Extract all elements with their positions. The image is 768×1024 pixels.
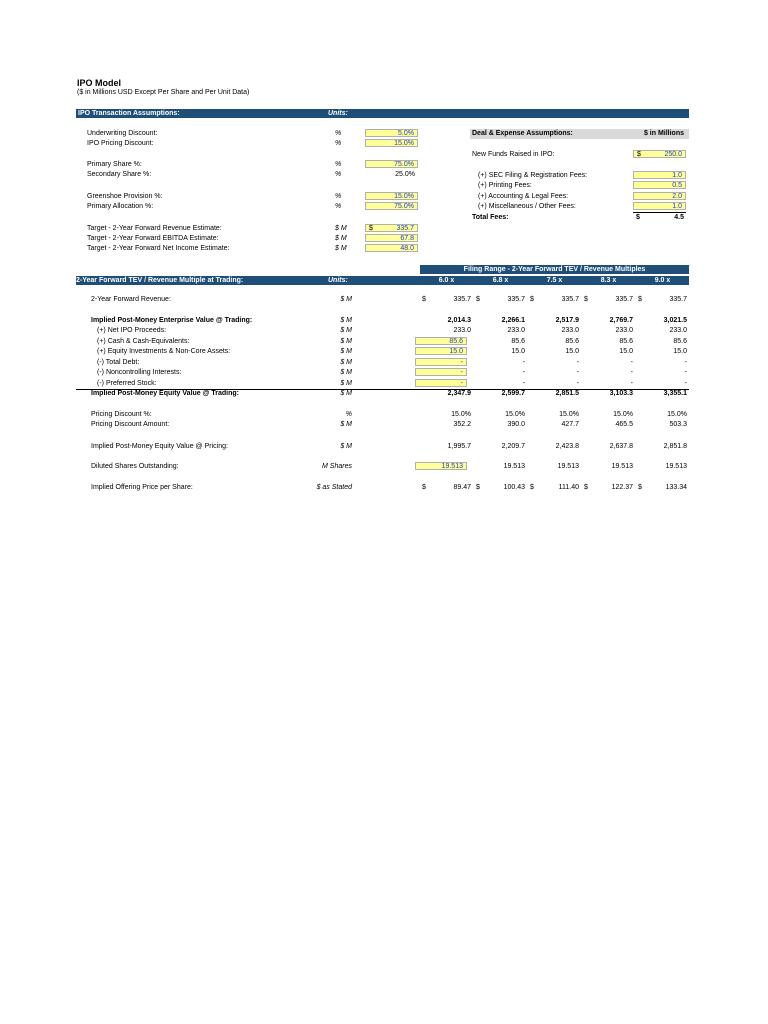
- tev-cell: 85.6: [619, 338, 633, 345]
- dollar-sign: $: [584, 296, 588, 303]
- fee-label: (+) Accounting & Legal Fees:: [478, 193, 569, 200]
- tev-cell: 85.6: [673, 338, 687, 345]
- multiple-header: 7.5 x: [546, 277, 563, 284]
- tev-cell: 3,021.5: [663, 317, 687, 324]
- tev-cell: 2,851.8: [663, 443, 687, 450]
- tev-cell: -: [630, 380, 633, 387]
- assumption-unit: %: [335, 140, 342, 147]
- tev-cell: 111.40: [558, 484, 579, 491]
- dollar-sign: $: [584, 484, 588, 491]
- tev-cell: 2,266.1: [501, 317, 525, 324]
- tev-cell: 15.0%: [667, 411, 687, 418]
- dollar-sign: $: [422, 484, 426, 491]
- tev-input[interactable]: [415, 358, 467, 366]
- tev-cell: 19.513: [503, 463, 525, 470]
- tev-input[interactable]: [415, 347, 467, 355]
- assumption-value: 67.8: [400, 235, 414, 242]
- tev-cell: 2,423.8: [555, 443, 579, 450]
- ipo-assumptions-header: IPO Transaction Assumptions:: [78, 110, 180, 117]
- tev-row-unit: $ M: [340, 327, 352, 334]
- tev-row-unit: $ M: [340, 390, 352, 397]
- assumption-input[interactable]: [365, 192, 418, 200]
- assumption-value: 75.0%: [394, 203, 414, 210]
- tev-row-label: Implied Post-Money Equity Value @ Trading:: [91, 390, 240, 397]
- tev-row-label: (-) Noncontrolling Interests:: [97, 369, 182, 376]
- equity-value-rule: [76, 389, 689, 390]
- tev-row-label: (+) Equity Investments & Non-Core Assets:: [97, 348, 231, 355]
- tev-cell: -: [684, 380, 687, 387]
- tev-cell: 15.0%: [559, 411, 579, 418]
- tev-cell: 465.5: [615, 421, 633, 428]
- multiple-header: 8.3 x: [600, 277, 617, 284]
- total-fees-value: 4.5: [674, 214, 684, 221]
- new-funds-prefix: $: [637, 151, 641, 158]
- assumption-value: 5.0%: [398, 130, 414, 137]
- tev-multiple-header-band: [76, 275, 689, 285]
- dollar-sign: $: [638, 484, 642, 491]
- assumption-prefix: $: [369, 225, 373, 232]
- tev-cell: 89.47: [453, 484, 471, 491]
- tev-input-value: -: [460, 380, 463, 387]
- ipo-assumptions-header-band: [76, 109, 689, 118]
- assumption-unit: %: [335, 203, 342, 210]
- tev-row-unit: $ M: [340, 380, 352, 387]
- tev-cell: 233.0: [615, 327, 633, 334]
- tev-row-label: (-) Total Debt:: [97, 359, 140, 366]
- tev-cell: 335.7: [507, 296, 525, 303]
- tev-cell: 2,769.7: [609, 317, 633, 324]
- tev-cell: 15.0%: [451, 411, 471, 418]
- tev-row-label: Implied Post-Money Equity Value @ Pricing:: [91, 443, 228, 450]
- assumption-label: Greenshoe Provision %:: [87, 193, 163, 200]
- fee-label: (+) Printing Fees:: [478, 182, 532, 189]
- tev-row-unit: $ M: [340, 348, 352, 355]
- tev-row-label: (+) Net IPO Proceeds:: [97, 327, 167, 334]
- tev-cell: 85.6: [565, 338, 579, 345]
- assumption-unit: %: [335, 193, 342, 200]
- assumption-value: 25.0%: [395, 171, 415, 178]
- assumption-label: Primary Share %:: [87, 161, 142, 168]
- fee-value: 1.0: [672, 203, 682, 210]
- tev-cell: 19.513: [611, 463, 633, 470]
- tev-cell: 15.0: [511, 348, 525, 355]
- total-fees-prefix: $: [636, 214, 640, 221]
- fee-input[interactable]: [633, 181, 686, 189]
- assumption-value: 15.0%: [394, 193, 414, 200]
- fee-label: (+) SEC Filing & Registration Fees:: [478, 172, 588, 179]
- assumption-input[interactable]: [365, 139, 418, 147]
- tev-row-unit: M Shares: [322, 463, 352, 470]
- deal-expense-title: Deal & Expense Assumptions:: [472, 130, 573, 137]
- tev-cell: 3,103.3: [609, 390, 633, 397]
- assumption-value: 75.0%: [394, 161, 414, 168]
- tev-row-label: (+) Cash & Cash-Equivalents:: [97, 338, 190, 345]
- tev-cell: -: [576, 380, 579, 387]
- tev-cell: 1,995.7: [447, 443, 471, 450]
- tev-cell: 19.513: [557, 463, 579, 470]
- new-funds-label: New Funds Raised in IPO:: [472, 151, 555, 158]
- tev-cell: 233.0: [507, 327, 525, 334]
- assumption-value: 15.0%: [394, 140, 414, 147]
- tev-input-value: 19.513: [441, 463, 463, 470]
- tev-input[interactable]: [415, 368, 467, 376]
- assumption-label: Secondary Share %:: [87, 171, 152, 178]
- tev-cell: -: [522, 369, 525, 376]
- multiple-header: 9.0 x: [654, 277, 671, 284]
- assumption-unit: %: [335, 171, 342, 178]
- assumption-input[interactable]: [365, 129, 418, 137]
- tev-cell: 2,851.5: [555, 390, 579, 397]
- tev-cell: 122.37: [611, 484, 633, 491]
- tev-cell: -: [684, 369, 687, 376]
- deal-expense-col-header: $ in Millions: [643, 130, 684, 137]
- assumption-value: 335.7: [396, 225, 414, 232]
- assumption-unit: %: [335, 161, 342, 168]
- assumption-label: Target - 2-Year Forward Revenue Estimate:: [87, 225, 222, 232]
- assumption-input[interactable]: [365, 244, 418, 252]
- tev-input[interactable]: [415, 462, 467, 470]
- dollar-sign: $: [638, 296, 642, 303]
- tev-cell: 85.6: [511, 338, 525, 345]
- tev-cell: 335.7: [561, 296, 579, 303]
- assumption-unit: $ M: [335, 235, 347, 242]
- tev-cell: -: [522, 380, 525, 387]
- tev-row-unit: $ M: [340, 359, 352, 366]
- assumption-label: Target - 2-Year Forward Net Income Estimate:: [87, 245, 230, 252]
- tev-row-unit: $ M: [340, 369, 352, 376]
- assumption-unit: %: [335, 130, 342, 137]
- tev-cell: 19.513: [665, 463, 687, 470]
- fee-value: 2.0: [672, 193, 682, 200]
- total-fees-rule: [633, 212, 686, 213]
- tev-row-label: Implied Post-Money Enterprise Value @ Trading:: [91, 317, 253, 324]
- tev-cell: 15.0: [619, 348, 633, 355]
- tev-cell: 233.0: [561, 327, 579, 334]
- dollar-sign: $: [530, 296, 534, 303]
- tev-cell: 233.0: [669, 327, 687, 334]
- fee-input[interactable]: [633, 171, 686, 179]
- tev-cell: 2,347.9: [447, 390, 471, 397]
- tev-cell: 100.43: [503, 484, 525, 491]
- assumption-input[interactable]: [365, 224, 418, 232]
- fee-value: 0.5: [672, 182, 682, 189]
- tev-cell: 390.0: [507, 421, 525, 428]
- tev-input-value: -: [460, 369, 463, 376]
- tev-cell: 133.34: [665, 484, 687, 491]
- fee-input[interactable]: [633, 192, 686, 200]
- tev-cell: -: [684, 359, 687, 366]
- dollar-sign: $: [476, 484, 480, 491]
- new-funds-value: 250.0: [664, 151, 682, 158]
- tev-cell: -: [630, 369, 633, 376]
- multiple-header: 6.0 x: [438, 277, 455, 284]
- tev-cell: 503.3: [669, 421, 687, 428]
- page-subtitle: ($ in Millions USD Except Per Share and Per Unit Data): [77, 89, 250, 96]
- multiple-header: 6.8 x: [492, 277, 509, 284]
- tev-input-value: 85.6: [449, 338, 463, 345]
- assumption-input[interactable]: [365, 234, 418, 242]
- new-funds-input[interactable]: [633, 150, 686, 158]
- dollar-sign: $: [530, 484, 534, 491]
- tev-row-label: Implied Offering Price per Share:: [91, 484, 193, 491]
- assumption-label: IPO Pricing Discount:: [87, 140, 154, 147]
- tev-cell: 15.0: [673, 348, 687, 355]
- filing-range-band: [420, 265, 689, 274]
- tev-cell: -: [576, 359, 579, 366]
- fee-value: 1.0: [672, 172, 682, 179]
- dollar-sign: $: [476, 296, 480, 303]
- tev-row-unit: $ M: [340, 296, 352, 303]
- units-header-2: Units:: [328, 277, 348, 284]
- fee-label: (+) Miscellaneous / Other Fees:: [478, 203, 576, 210]
- assumption-label: Target - 2-Year Forward EBITDA Estimate:: [87, 235, 219, 242]
- tev-row-unit: $ M: [340, 317, 352, 324]
- assumption-value: 48.0: [400, 245, 414, 252]
- tev-row-unit: $ M: [340, 443, 352, 450]
- tev-row-unit: %: [345, 411, 352, 418]
- tev-input[interactable]: [415, 379, 467, 387]
- tev-cell: 15.0: [565, 348, 579, 355]
- page-title: IPO Model: [77, 78, 122, 88]
- tev-cell: 2,599.7: [501, 390, 525, 397]
- tev-cell: -: [576, 369, 579, 376]
- assumption-label: Primary Allocation %:: [87, 203, 154, 210]
- tev-cell: 233.0: [453, 327, 471, 334]
- filing-range-header: Filing Range - 2-Year Forward TEV / Revenue Multiples: [463, 266, 646, 273]
- assumption-unit: $ M: [335, 225, 347, 232]
- fee-input[interactable]: [633, 202, 686, 210]
- tev-input-value: 15.0: [449, 348, 463, 355]
- tev-cell: 2,517.9: [555, 317, 579, 324]
- tev-input[interactable]: [415, 337, 467, 345]
- assumption-input[interactable]: [365, 160, 418, 168]
- tev-cell: 335.7: [669, 296, 687, 303]
- tev-cell: 15.0%: [613, 411, 633, 418]
- tev-cell: 15.0%: [505, 411, 525, 418]
- tev-multiple-header: 2-Year Forward TEV / Revenue Multiple at Trading:: [76, 277, 244, 284]
- tev-cell: 2,637.8: [609, 443, 633, 450]
- tev-row-unit: $ M: [340, 338, 352, 345]
- tev-input-value: -: [460, 359, 463, 366]
- tev-row-label: Pricing Discount Amount:: [91, 421, 170, 428]
- tev-row-unit: $ M: [340, 421, 352, 428]
- total-fees-label: Total Fees:: [472, 214, 509, 221]
- tev-cell: 2,209.7: [501, 443, 525, 450]
- deal-expense-header: [470, 129, 689, 139]
- assumption-unit: $ M: [335, 245, 347, 252]
- tev-cell: 2,014.3: [447, 317, 471, 324]
- tev-cell: 335.7: [615, 296, 633, 303]
- tev-row-label: Pricing Discount %:: [91, 411, 152, 418]
- tev-cell: -: [630, 359, 633, 366]
- tev-cell: 427.7: [561, 421, 579, 428]
- tev-cell: 335.7: [453, 296, 471, 303]
- tev-row-unit: $ as Stated: [316, 484, 352, 491]
- assumption-label: Underwriting Discount:: [87, 130, 158, 137]
- tev-row-label: (-) Preferred Stock:: [97, 380, 157, 387]
- tev-cell: 352.2: [453, 421, 471, 428]
- tev-cell: -: [522, 359, 525, 366]
- dollar-sign: $: [422, 296, 426, 303]
- tev-row-label: Diluted Shares Outstanding:: [91, 463, 179, 470]
- assumption-input[interactable]: [365, 202, 418, 210]
- units-header: Units:: [328, 110, 348, 117]
- tev-cell: 3,355.1: [663, 390, 687, 397]
- tev-row-label: 2-Year Forward Revenue:: [91, 296, 171, 303]
